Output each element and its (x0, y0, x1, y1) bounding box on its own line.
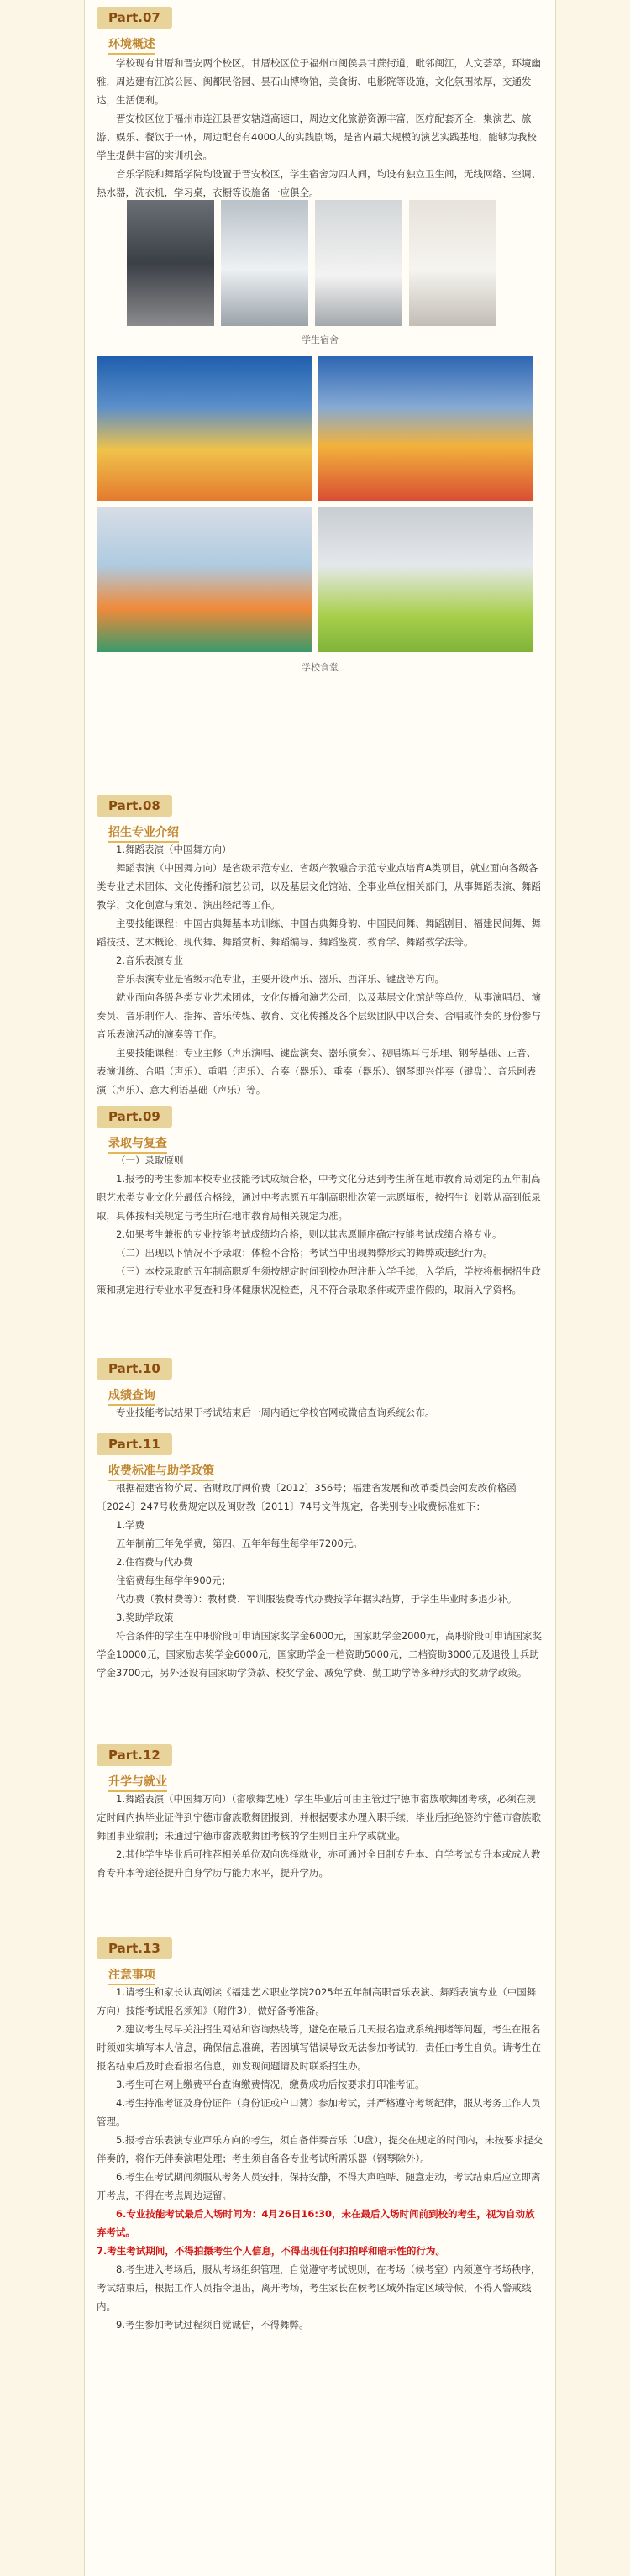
paragraph: 主要技能课程：中国古典舞基本功训练、中国古典舞身韵、中国民间舞、舞蹈剧目、福建民间舞、舞蹈技技、艺术概论、现代舞、舞蹈赏析、舞蹈编导、舞蹈鉴赏、教育学、舞蹈教学法等。 (97, 917, 541, 948)
paragraph: 就业面向各级各类专业艺术团体，文化传播和演艺公司，以及基层文化馆站等单位，从事演唱员、演奏员、音乐制作人、指挥、音乐传媒、教育、文化传播及各个层级团队中以合奏、合唱或伴奏的身份参与音乐表演活动的演奏等工作。 (97, 991, 541, 1040)
section-body (85, 54, 555, 202)
paragraph: 2.音乐表演专业 (116, 954, 183, 966)
canteen-photo-1 (97, 356, 312, 501)
part-label: Part.07 (97, 7, 172, 29)
paragraph: 1.请考生和家长认真阅读《福建艺术职业学院2025年五年制高职音乐表演、舞蹈表演专业（中国舞方向）技能考试报名须知》（附件3），做好备考准备。 (97, 1986, 537, 2016)
section-part08 (84, 790, 556, 1101)
section-title: 成绩查询 (108, 1386, 155, 1406)
paragraph: 舞蹈表演（中国舞方向）是省级示范专业、省级产教融合示范专业点培育A类项目，就业面向各级各类专业艺术团体、文化传播和演艺公司，以及基层文化馆站、企事业单位相关部门，从事舞蹈表演、舞蹈教学、文化创意与策划、演出经纪等工作。 (97, 862, 541, 911)
section-title: 环境概述 (108, 35, 155, 55)
canteen-photo-4 (318, 507, 533, 652)
paragraph: 晋安校区位于福州市连江县晋安辖道高速口，周边文化旅游资源丰富，医疗配套齐全，集演艺、旅游、娱乐、餐饮于一体，周边配套有4000人的实践剧场，是省内最大规模的演艺实践基地，能够为我校学生提供丰富的实训机会。 (97, 113, 537, 161)
dorm-photo-2 (221, 200, 308, 326)
part-label: Part.08 (97, 795, 172, 817)
paragraph: 5.报考音乐表演专业声乐方向的考生，须自备伴奏音乐（U盘），提交在规定的时间内，未按要求提交伴奏的，将作无伴奏演唱处理；考生须自备各专业考试所需乐器（钢琴除外）。 (97, 2134, 543, 2164)
paragraph: 2.住宿费与代办费 (116, 1556, 193, 1568)
notice-warning: 7.考生考试期间，不得拍摄考生个人信息，不得出现任何扣拍呼和暗示性的行为。 (97, 2245, 445, 2257)
dorm-photo-4 (409, 200, 496, 326)
paragraph: 1.舞蹈表演（中国舞方向） (116, 844, 232, 855)
section-title: 收费标准与助学政策 (108, 1462, 214, 1481)
paragraph: 专业技能考试结果于考试结束后一周内通过学校官网或微信查询系统公布。 (116, 1406, 435, 1418)
section-part12 (84, 1739, 556, 1932)
paragraph: 音乐学院和舞蹈学院均设置于晋安校区，学生宿舍为四人间，均设有独立卫生间，无线网络、空调、热水器，洗衣机，学习桌，衣橱等设施备一应俱全。 (97, 168, 541, 198)
section-part10 (84, 1353, 556, 1428)
section-title: 招生专业介绍 (108, 823, 179, 843)
section-body (85, 1983, 555, 2334)
canteen-caption: 学校食堂 (302, 662, 339, 673)
paragraph: 住宿费每生每学年900元； (116, 1575, 231, 1586)
paragraph: （一）录取原则 (116, 1154, 184, 1166)
section-part11 (84, 1428, 556, 1739)
canteen-photo-3 (97, 507, 312, 652)
paragraph: 2.如果考生兼报的专业技能考试成绩均合格，则以其志愿顺序确定技能考试成绩合格专业。 (116, 1228, 502, 1240)
part-label: Part.13 (97, 1937, 172, 1959)
paragraph: 符合条件的学生在中职阶段可申请国家奖学金6000元，国家助学金2000元，高职阶段可申请国家奖学金10000元，国家励志奖学金6000元，国家助学金一档资助5000元，二档资助3000元及退役士兵助学金3700元，另外还设有国家助学贷款、校奖学金、减免学费、勤工助学等多种形式的奖助学政策。 (97, 1630, 543, 1679)
section-part07 (84, 0, 556, 790)
dorm-photo-1 (127, 200, 214, 326)
paragraph: 8.考生进入考场后，服从考场组织管理，自觉遵守考试规则，在考场（候考室）内须遵守考场秩序，考试结束后，根据工作人员指令退出，离开考场，考生家长在候考区域外指定区域等候，不得入警戒线内。 (97, 2263, 541, 2312)
section-part09 (84, 1101, 556, 1353)
paragraph: （三）本校录取的五年制高职新生须按规定时间到校办理注册入学手续，入学后，学校将根据招生政策和规定进行专业水平复查和身体健康状况检查，凡不符合录取条件或弄虚作假的，取消入学资格。 (97, 1265, 541, 1296)
section-body (85, 1151, 555, 1299)
paragraph: 9.考生参加考试过程须自觉诚信，不得舞弊。 (116, 2319, 309, 2331)
part-label: Part.10 (97, 1358, 172, 1380)
paragraph: 学校现有甘厝和晋安两个校区。甘厝校区位于福州市闽侯县甘蔗街道，毗邻闽江，人文荟萃，环境幽雅，周边建有江滨公园、闽都民俗园、昙石山博物馆，美食街、电影院等设施，文化氛围浓厚，交通发达，生活便利。 (97, 57, 541, 106)
section-body (85, 1403, 555, 1422)
paragraph: 3.奖助学政策 (116, 1611, 174, 1623)
canteen-photo-2 (318, 356, 533, 501)
paragraph: （二）出现以下情况不予录取：体检不合格；考试当中出现舞弊形式的舞弊或违纪行为。 (116, 1247, 493, 1259)
paragraph: 代办费（教材费等）：教材费、军训服装费等代办费按学年据实结算，于学生毕业时多退少补。 (116, 1593, 517, 1605)
paragraph: 音乐表演专业是省级示范专业，主要开设声乐、器乐、西洋乐、键盘等方向。 (116, 973, 444, 985)
paragraph: 五年制前三年免学费，第四、五年年每生每学年7200元。 (116, 1538, 363, 1549)
paragraph: 6.考生在考试期间须服从考务人员安排，保持安静，不得大声喧哗、随意走动，考试结束后应立即离开考点，不得在考点周边逗留。 (97, 2171, 541, 2201)
dorm-caption: 学生宿舍 (302, 334, 339, 345)
paragraph: 1.舞蹈表演（中国舞方向）（畲歌舞艺班）学生毕业后可由主管过宁德市畲族歌舞团考核，必须在规定时间内执毕业证件到宁德市畲族歌舞团报到，并根据要求办理入职手续，毕业后拒绝签约宁德市畲族歌舞团事业编制；未通过宁德市畲族歌舞团考核的学生则自主升学或就业。 (97, 1793, 541, 1842)
paragraph: 2.建议考生尽早关注招生网站和咨询热线等，避免在最后几天报名造成系统拥堵等问题，考生在报名时须如实填写本人信息，确保信息准确，若因填写错误导致无法参加考试的，责任由考生自负。请考生在报名结束后及时查看报名信息，如发现问题请及时联系招生办。 (97, 2023, 541, 2072)
part-label: Part.12 (97, 1744, 172, 1766)
dorm-photo-3 (315, 200, 402, 326)
paragraph: 3.考生可在网上缴费平台查询缴费情况，缴费成功后按要求打印准考证。 (116, 2079, 425, 2090)
part-label: Part.09 (97, 1106, 172, 1128)
section-title: 升学与就业 (108, 1773, 167, 1792)
paragraph: 4.考生持准考证及身份证件（身份证或户口簿）参加考试，并严格遵守考场纪律，服从考务工作人员管理。 (97, 2097, 541, 2127)
paragraph: 1.学费 (116, 1519, 144, 1531)
section-body (85, 1790, 555, 1882)
section-title: 录取与复查 (108, 1134, 167, 1154)
section-body (85, 840, 555, 1099)
paragraph: 根据福建省物价局、省财政厅闽价费〔2012〕356号；福建省发展和改革委员会闽发改价格函〔2024〕247号收费规定以及闽财教〔2011〕74号文件规定，各类别专业收费标准如下： (97, 1482, 517, 1512)
section-part13 (84, 1932, 556, 2576)
paragraph: 1.报考的考生参加本校专业技能考试成绩合格，中考文化分达到考生所在地市教育局划定的五年制高职艺术类专业文化分最低合格线，通过中考志愿五年制高职批次第一志愿填报，按招生计划数从高到低录取，具体按相关规定与考生所在地市教育局相关规定为准。 (97, 1173, 541, 1222)
paragraph: 主要技能课程：专业主修（声乐演唱、键盘演奏、器乐演奏）、视唱练耳与乐理、钢琴基础、正音、表演训练、合唱（声乐）、重唱（声乐）、合奏（器乐）、重奏（器乐）、钢琴即兴伴奏（键盘）、音乐剧表演（声乐）、意大利语基础（声乐）等。 (97, 1047, 537, 1096)
part-label: Part.11 (97, 1433, 172, 1455)
section-body (85, 1479, 555, 1682)
paragraph: 2.其他学生毕业后可推荐相关单位双向选择就业，亦可通过全日制专升本、自学考试专升本或成人教育专升本等途径提升自身学历与能力水平，提升学历。 (97, 1848, 541, 1879)
notice-warning: 6.专业技能考试最后入场时间为：4月26日16:30，未在最后入场时间前到校的考生，视为自动放弃考试。 (97, 2208, 535, 2238)
section-title: 注意事项 (108, 1966, 155, 1985)
